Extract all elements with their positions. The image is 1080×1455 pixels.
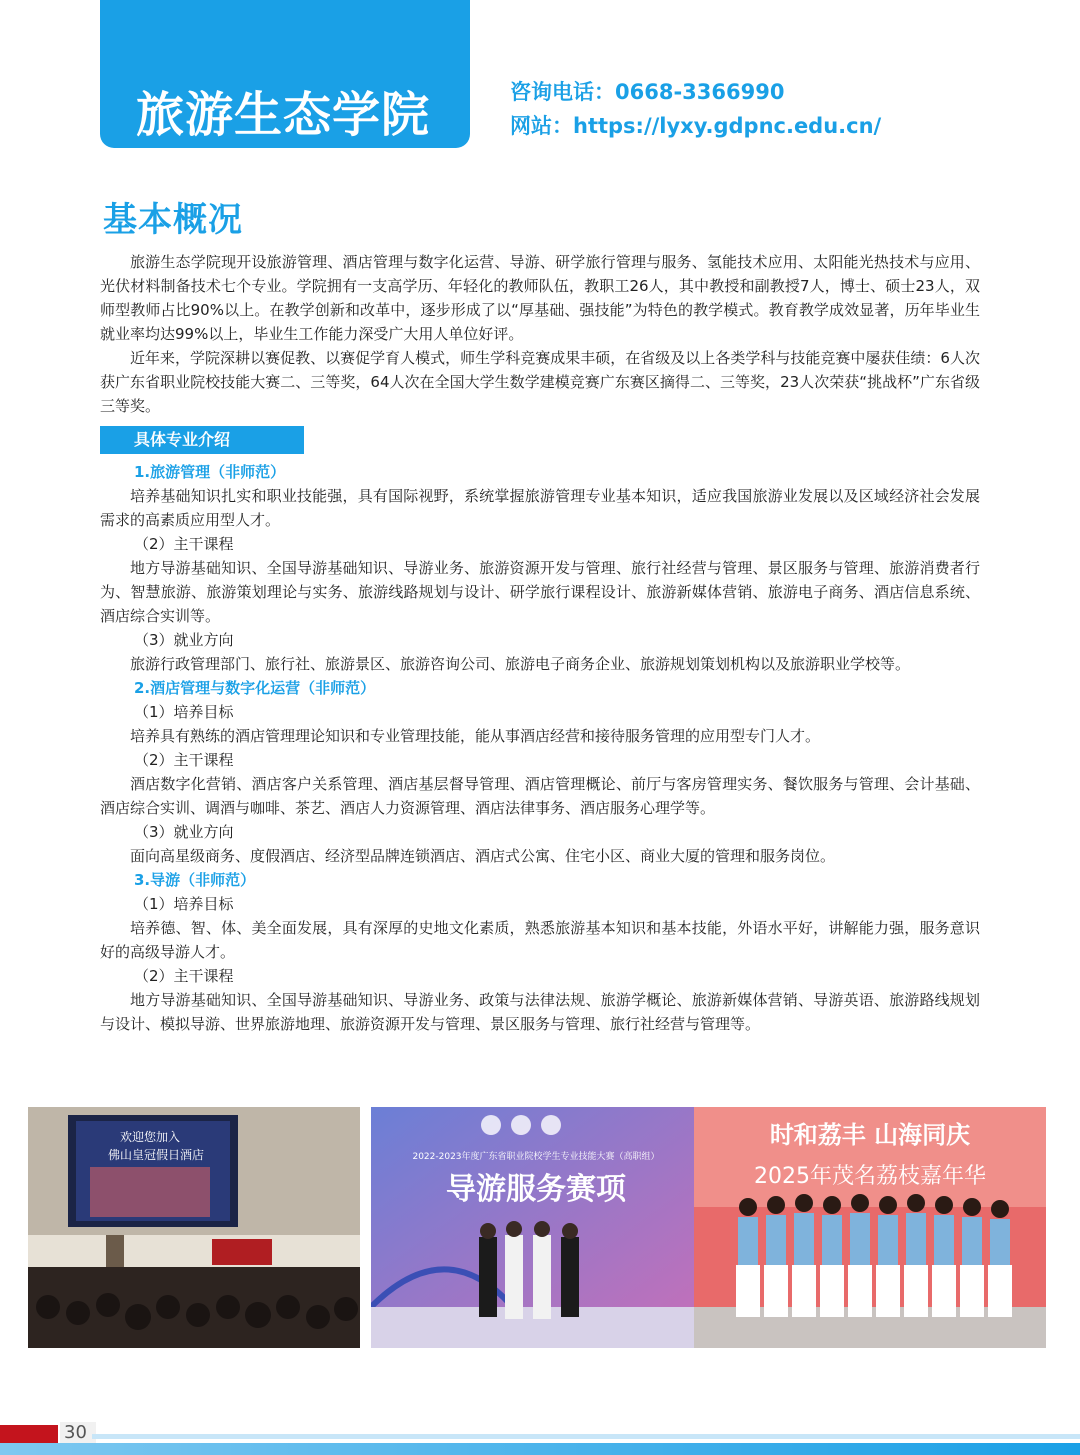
footer-divider xyxy=(92,1434,1080,1439)
major-courses: 地方导游基础知识、全国导游基础知识、导游业务、政策与法律法规、旅游学概论、旅游新媒体营销、导游英语、旅游路线规划与设计、模拟导游、世界旅游地理、旅游资源开发与管理、景区服务与管理、旅行社经营与管理等。 xyxy=(100,991,980,1033)
contact-website[interactable]: 网站：https://lyxy.gdpnc.edu.cn/ xyxy=(510,114,882,138)
major-courses-label: （2）主干课程 xyxy=(134,751,234,769)
lecture-hall-photo xyxy=(28,1107,360,1348)
carnival-slogan: 时和荔丰 山海同庆 xyxy=(769,1120,971,1149)
major-title: 2.酒店管理与数字化运营（非师范） xyxy=(134,679,376,697)
major-goal: 培养具有熟练的酒店管理理论知识和专业管理技能，能从事酒店经营和接待服务管理的应用型专门人才。 xyxy=(130,727,821,745)
competition-subtitle: 2022-2023年度广东省职业院校学生专业技能大赛（高职组） xyxy=(412,1152,660,1162)
major-courses-label: （2）主干课程 xyxy=(134,535,234,553)
overview-paragraph-2: 近年来，学院深耕以赛促教、以赛促学育人模式，师生学科竞赛成果丰硕，在省级及以上各类学科与技能竞赛中屡获佳绩：6人次获广东省职业院校技能大赛二、三等奖，64人次在全国大学生数学建模竞赛广东赛区摘得二、三等奖，23人次荣获“挑战杯”广东省级三等奖。 xyxy=(100,349,980,415)
screen-welcome-text: 欢迎您加入 xyxy=(120,1130,181,1144)
major-goal-label: （1）培养目标 xyxy=(134,703,234,721)
footer-band xyxy=(0,1443,1080,1455)
page-number: 30 xyxy=(60,1422,96,1443)
major-goal: 培养基础知识扎实和职业技能强，具有国际视野，系统掌握旅游管理专业基本知识，适应我国旅游业发展以及区域经济社会发展需求的高素质应用型人才。 xyxy=(100,487,980,529)
competition-photo xyxy=(371,1107,702,1348)
major-career: 旅游行政管理部门、旅行社、旅游景区、旅游咨询公司、旅游电子商务企业、旅游规划策划机构以及旅游职业学校等。 xyxy=(130,655,911,673)
major-courses-label: （2）主干课程 xyxy=(134,967,234,985)
major-title: 3.导游（非师范） xyxy=(134,871,256,889)
overview-heading: 基本概况 xyxy=(103,200,243,240)
competition-title: 导游服务赛项 xyxy=(446,1172,626,1207)
major-courses: 酒店数字化营销、酒店客户关系管理、酒店基层督导管理、酒店管理概论、前厅与客房管理实务、餐饮服务与管理、会计基础、酒店综合实训、调酒与咖啡、茶艺、酒店人力资源管理、酒店法律事务、酒店服务心理学等。 xyxy=(100,775,980,817)
main-content xyxy=(100,250,980,1036)
screen-hotel-text: 佛山皇冠假日酒店 xyxy=(108,1148,205,1162)
page-title: 旅游生态学院 xyxy=(136,87,431,143)
major-title: 1.旅游管理（非师范） xyxy=(134,463,286,481)
major-goal-label: （1）培养目标 xyxy=(134,895,234,913)
carnival-photo xyxy=(694,1107,1046,1348)
major-courses: 地方导游基础知识、全国导游基础知识、导游业务、旅游资源开发与管理、旅行社经营与管理、景区服务与管理、旅游消费者行为、智慧旅游、旅游策划理论与实务、旅游线路规划与设计、研学旅行课程设计、旅游新媒体营销、旅游电子商务、酒店信息系统、酒店综合实训等。 xyxy=(100,559,980,625)
majors-label: 具体专业介绍 xyxy=(100,426,304,454)
overview-paragraph-1: 旅游生态学院现开设旅游管理、酒店管理与数字化运营、导游、研学旅行管理与服务、氢能技术应用、太阳能光热技术与应用、光伏材料制备技术七个专业。学院拥有一支高学历、年轻化的教师队伍，教职工26人，其中教授和副教授7人，博士、硕士23人，双师型教师占比90%以上。在教学创新和改革中，逐步形成了以“厚基础、强技能”为特色的教学模式。教育教学成效显著，历年毕业生就业率均达99%以上，毕业生工作能力深受广大用人单位好评。 xyxy=(100,253,980,343)
carnival-title: 2025年茂名荔枝嘉年华 xyxy=(754,1164,986,1189)
footer-red-bar xyxy=(0,1425,58,1443)
major-career-label: （3）就业方向 xyxy=(134,631,234,649)
major-goal: 培养德、智、体、美全面发展，具有深厚的史地文化素质，熟悉旅游基本知识和基本技能，外语水平好，讲解能力强，服务意识好的高级导游人才。 xyxy=(100,919,980,961)
photo-strip xyxy=(28,1107,1046,1348)
major-career-label: （3）就业方向 xyxy=(134,823,234,841)
title-banner xyxy=(100,0,470,148)
contact-phone: 咨询电话：0668-3366990 xyxy=(510,80,785,104)
major-career: 面向高星级商务、度假酒店、经济型品牌连锁酒店、酒店式公寓、住宅小区、商业大厦的管理和服务岗位。 xyxy=(130,847,836,865)
